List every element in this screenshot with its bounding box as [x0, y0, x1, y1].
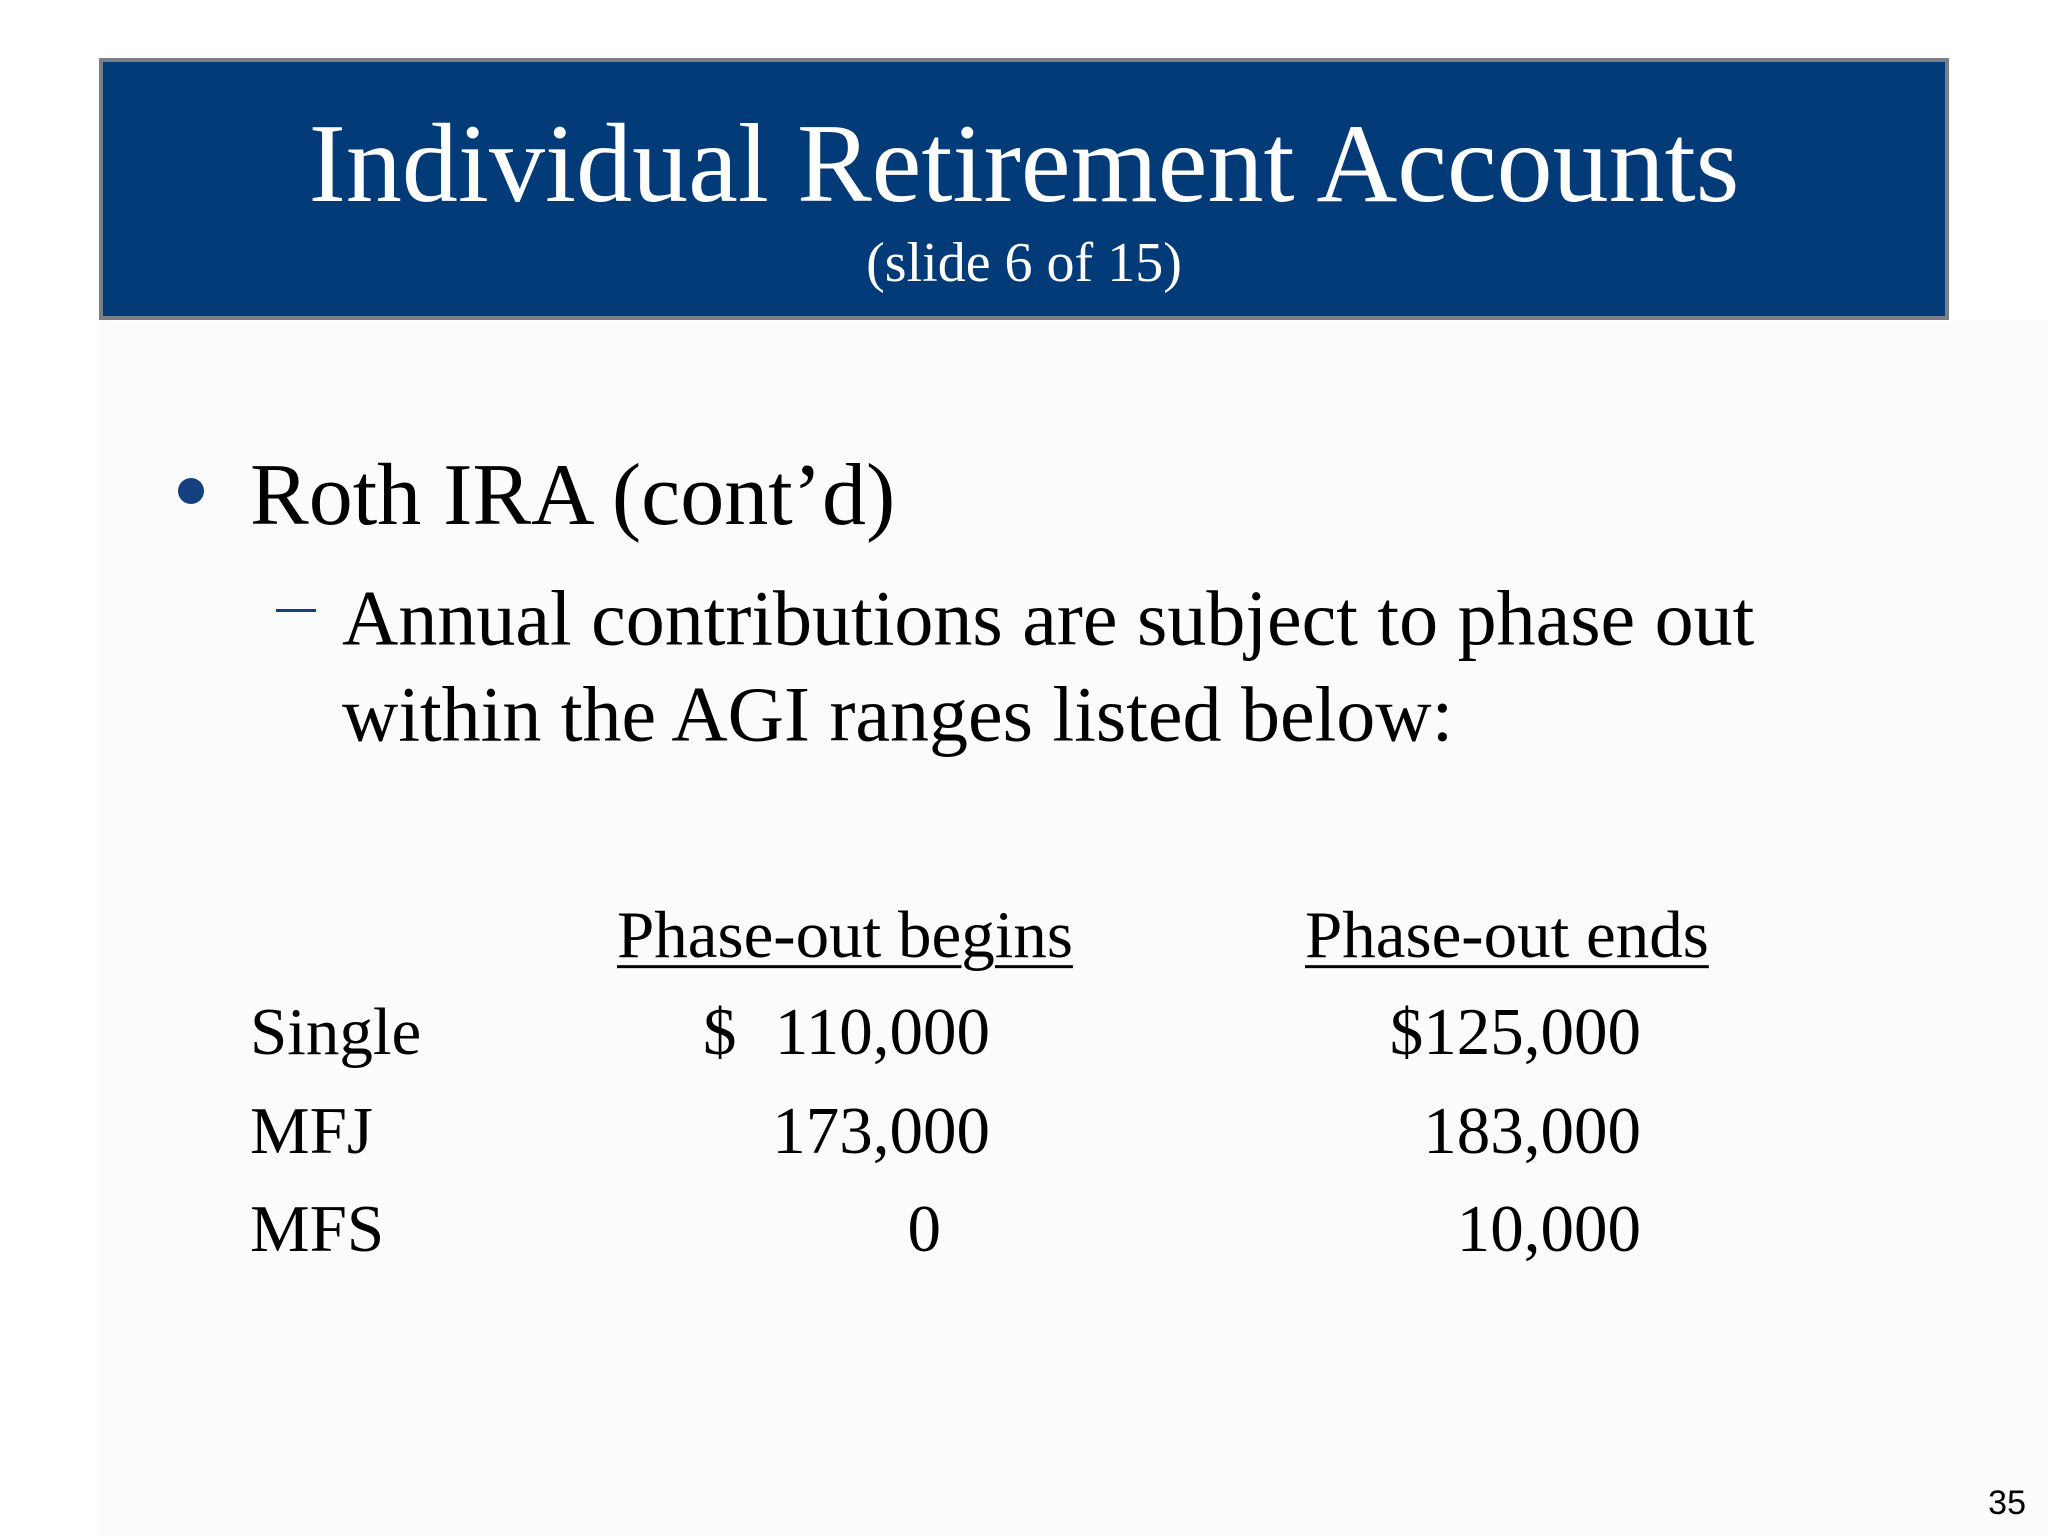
column-header-phase-out-begins: Phase-out begins: [617, 898, 1073, 973]
sub-bullet-dash-icon: [276, 609, 316, 612]
currency-symbol: $: [703, 995, 737, 1070]
column-header-phase-out-ends: Phase-out ends: [1305, 898, 1709, 973]
row-label-single: Single: [250, 995, 422, 1070]
title-banner: [99, 58, 1949, 320]
cell-mfj-begins: 173,000: [772, 1094, 990, 1169]
cell-single-begins: 110,000: [774, 995, 990, 1070]
row-label-mfs: MFS: [250, 1192, 385, 1267]
cell-mfs-begins: 0: [907, 1192, 941, 1267]
cell-single-ends: $125,000: [1389, 995, 1641, 1070]
row-label-mfj: MFJ: [250, 1094, 373, 1169]
bullet-dot-icon: [178, 478, 204, 504]
sub-bullet-line-2: within the AGI ranges listed below:: [342, 670, 1454, 758]
cell-mfs-ends: 10,000: [1456, 1192, 1641, 1267]
sub-bullet-line-1: Annual contributions are subject to phase out: [342, 574, 1755, 662]
page-number: 35: [1988, 1484, 2026, 1522]
bullet-text: Roth IRA (cont’d): [250, 447, 896, 545]
slide-subtitle: (slide 6 of 15): [866, 231, 1182, 294]
cell-mfj-ends: 183,000: [1423, 1094, 1641, 1169]
slide-title: Individual Retirement Accounts: [308, 101, 1740, 226]
